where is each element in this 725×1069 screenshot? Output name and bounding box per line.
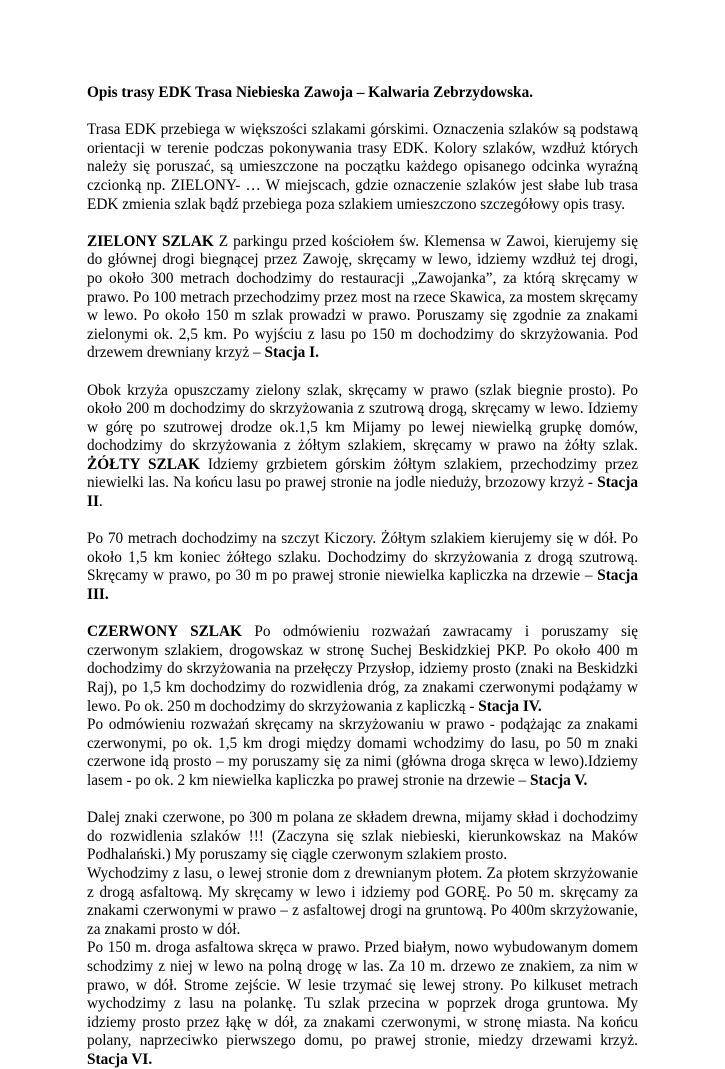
green-trail-text: Z parkingu przed kościołem św. Klemensa w Zawoi, kierujemy się do głównej drogi biegnącej przez Zawoję, skręcamy w lewo, idziemy wzdłuż tej drogi, po około 300 metrach dochodzimy do restauracji „Zawojanka”, za którą skręcamy w prawo. Po 100 metrach przechodzimy przez most na rzece Skawica, za mostem skręcamy w lewo. Po około 150 m szlak prowadzi w prawo. Poruszamy się zgodnie za znakami zielonymi ok. 2,5 km. Po wyjściu z lasu po 150 m dochodzimy do skrzyżowania. Pod drzewem drewniany krzyż –: [87, 232, 638, 362]
yellow-trail-paragraph: [87, 382, 638, 512]
asphalt-road-paragraph: Wychodzimy z lasu, o lewej stronie dom z drewnianym płotem. Za płotem skrzyżowanie z drogą asfaltową. My skręcamy w lewo i idziemy pod GORĘ. Po 50 m. skręcamy za znakami czerwonymi w prawo – z asfaltowej drogi na gruntową. Po 400m skrzyżowanie, za znakami prosto w dół.: [87, 864, 638, 938]
red-trail-text: Po odmówieniu rozważań zawracamy i poruszamy się czerwonym szlakiem, drogowskaz w stronę Suchej Beskidzkiej PKP. Po około 400 m dochodzimy do skrzyżowania na przełęczy Przysłop, idziemy prosto (znaki na Beskidzki Raj), po 1,5 km dochodzimy do rozwidlenia dróg, za znakami czerwonymi podążamy w lewo. Po ok. 250 m dochodzimy do skrzyżowania z kapliczką -: [87, 623, 638, 715]
station-5: Stacja V.: [530, 771, 588, 789]
station-2-period: .: [98, 493, 103, 511]
intro-paragraph: Trasa EDK przebiega w większości szlakami górskimi. Oznaczenia szlaków są podstawą orientacji w terenie podczas pokonywania trasy EDK. Kolory szlaków, wzdłuż których należy się poruszać, są umieszczone na początku każdego opisanego odcinka wyraźną czcionką np. ZIELONY- … W miejscach, gdzie oznaczenie szlaków jest słabe lub trasa EDK zmienia szlak bądź przebiega poza szlakiem umieszczono szczegółowy opis trasy.: [87, 121, 638, 213]
kiczory-paragraph: [87, 530, 638, 604]
green-trail-label: ZIELONY SZLAK: [87, 232, 214, 250]
station-4: Stacja IV.: [478, 697, 542, 715]
document-title: Opis trasy EDK Trasa Niebieska Zawoja – Kalwaria Zebrzydowska.: [87, 84, 534, 101]
station-1: Stacja I.: [264, 344, 319, 362]
station-6: Stacja VI.: [87, 1050, 153, 1068]
yellow-trail-label: ŻÓŁTY SZLAK: [87, 455, 200, 473]
yellow-trail-text-2: Idziemy grzbietem górskim żółtym szlakiem, przechodzimy przez niewielki las. Na końcu lasu po prawej stronie na jodle nieduży, brzozowy krzyż -: [87, 455, 638, 492]
station-6-text: Po 150 m. droga asfaltowa skręca w prawo. Przed białym, nowo wybudowanym domem schodzimy z niej w lewo na polną drogę w las. Za 10 m. drzewo ze znakiem, za nim w prawo, w dół. Strome zejście. W lesie trzymać się lewej strony. Po kilkuset metrach wychodzimy z lasu na polankę. Tu szlak przecina w poprzek droga gruntowa. My idziemy prosto przez łąkę w dół, za znakami czerwonymi, w stronę miasta. Na końcu polany, naprzeciwko pierwszego domu, po prawej stronie, miedzy drzewami krzyż.: [87, 939, 638, 1050]
station-3: Stacja III.: [87, 567, 638, 604]
station-5-text: Po odmówieniu rozważań skręcamy na skrzyżowaniu w prawo - podążając za znakami czerwonymi, po ok. 1,5 km drogi między domami wchodzimy do lasu, po 50 m znaki czerwone idą prosto – my poruszamy się za nimi (główna droga skręca w lewo).Idziemy lasem - po ok. 2 km niewielka kapliczka po prawej stronie na drzewie –: [87, 716, 638, 789]
document-page: [87, 84, 638, 1069]
red-trail-paragraph: [87, 623, 638, 716]
station-5-paragraph: [87, 716, 638, 790]
junction-paragraph: Dalej znaki czerwone, po 300 m polana ze składem drewna, mijamy skład i dochodzimy do rozwidlenia szlaków !!! (Zaczyna się szlak niebieski, kierunkowskaz na Maków Podhalański.) My poruszamy się ciągle czerwonym szlakiem prosto.: [87, 809, 638, 864]
yellow-trail-text-1: Obok krzyża opuszczamy zielony szlak, skręcamy w prawo (szlak biegnie prosto). Po około 200 m dochodzimy do skrzyżowania z szutrową drogą, skręcamy w lewo. Idziemy w górę po szutrowej drodze ok.1,5 km Mijamy po lewej niewielką grupkę domów, dochodzimy do skrzyżowania z żółtym szlakiem, skręcamy w prawo na żółty szlak.: [87, 381, 638, 455]
green-trail-paragraph: [87, 233, 638, 363]
station-2: Stacja II: [87, 474, 638, 511]
station-6-paragraph: [87, 939, 638, 1069]
kiczory-text: Po 70 metrach dochodzimy na szczyt Kiczory. Żółtym szlakiem kierujemy się w dół. Po około 1,5 km koniec żółtego szlaku. Dochodzimy do skrzyżowania z drogą szutrową. Skręcamy w prawo, po 30 m po prawej stronie niewielka kapliczka na drzewie –: [87, 530, 638, 585]
red-trail-label: CZERWONY SZLAK: [87, 623, 242, 641]
